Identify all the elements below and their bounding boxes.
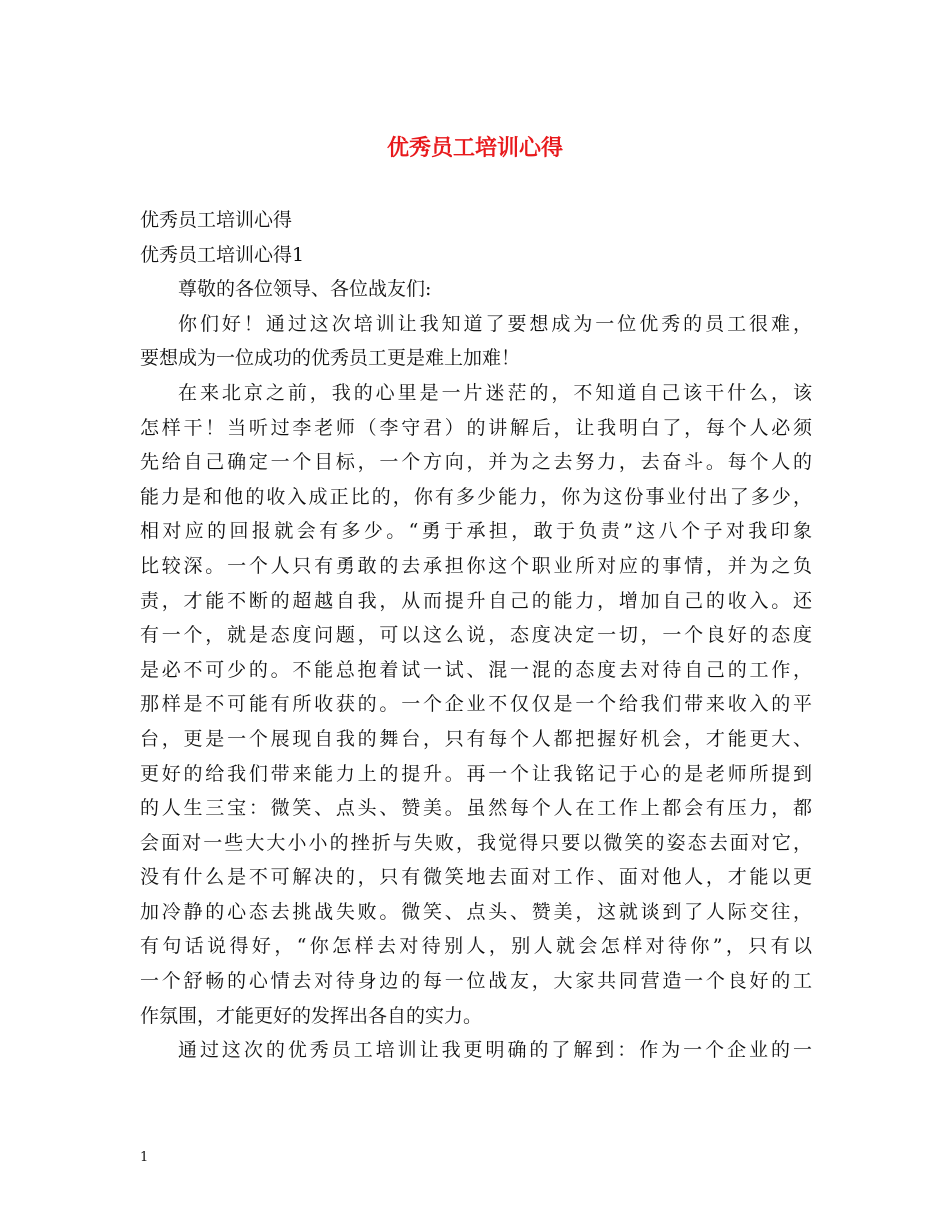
text-line: 责，才能不断的超越自我，从而提升自己的能力，增加自己的收入。还 [140, 589, 812, 612]
text-line: 会面对一些大大小小的挫折与失败，我觉得只要以微笑的姿态去面对它， [140, 831, 812, 854]
text-line-section-heading: 优秀员工培训心得1 [140, 243, 305, 266]
page-number: 1 [140, 1150, 149, 1165]
text-line: 有一个，就是态度问题，可以这么说，态度决定一切，一个良好的态度 [140, 624, 812, 647]
text-line: 那样是不可能有所收获的。一个企业不仅仅是一个给我们带来收入的平 [140, 693, 812, 716]
text-line: 通过这次的优秀员工培训让我更明确的了解到：作为一个企业的一 [178, 1039, 812, 1062]
text-line: 更好的给我们带来能力上的提升。再一个让我铭记于心的是老师所提到 [140, 762, 812, 785]
text-line-salutation: 尊敬的各位领导、各位战友们: [178, 278, 432, 301]
text-line: 有句话说得好，“你怎样去对待别人，别人就会怎样对待你”，只有以 [140, 935, 812, 958]
text-line: 作氛围，才能更好的发挥出各自的实力。 [140, 1004, 483, 1027]
text-line: 的人生三宝：微笑、点头、赞美。虽然每个人在工作上都会有压力，都 [140, 797, 812, 820]
text-line: 你们好！通过这次培训让我知道了要想成为一位优秀的员工很难， [178, 312, 812, 335]
text-line: 要想成为一位成功的优秀员工更是难上加难！ [140, 347, 521, 370]
text-line: 加冷静的心态去挑战失败。微笑、点头、赞美，这就谈到了人际交往， [140, 900, 812, 923]
text-line: 相对应的回报就会有多少。“勇于承担，敢于负责”这八个子对我印象 [140, 520, 812, 543]
document-body [140, 203, 812, 1068]
document-title: 优秀员工培训心得 [386, 135, 563, 161]
text-line-subtitle: 优秀员工培训心得 [140, 209, 293, 231]
text-line: 能力是和他的收入成正比的，你有多少能力，你为这份事业付出了多少， [140, 485, 812, 508]
text-line: 在来北京之前，我的心里是一片迷茫的，不知道自己该干什么，该 [178, 381, 812, 404]
text-line: 怎样干！当听过李老师（李守君）的讲解后，让我明白了，每个人必须 [140, 416, 812, 439]
text-line: 一个舒畅的心情去对待身边的每一位战友，大家共同营造一个良好的工 [140, 970, 812, 993]
text-line: 没有什么是不可解决的，只有微笑地去面对工作、面对他人，才能以更 [140, 866, 812, 889]
text-line: 是必不可少的。不能总抱着试一试、混一混的态度去对待自己的工作， [140, 658, 812, 681]
text-line: 比较深。一个人只有勇敢的去承担你这个职业所对应的事情，并为之负 [140, 554, 812, 577]
text-line: 先给自己确定一个目标，一个方向，并为之去努力，去奋斗。每个人的 [140, 451, 812, 474]
text-line: 台，更是一个展现自我的舞台，只有每个人都把握好机会，才能更大、 [140, 727, 812, 750]
